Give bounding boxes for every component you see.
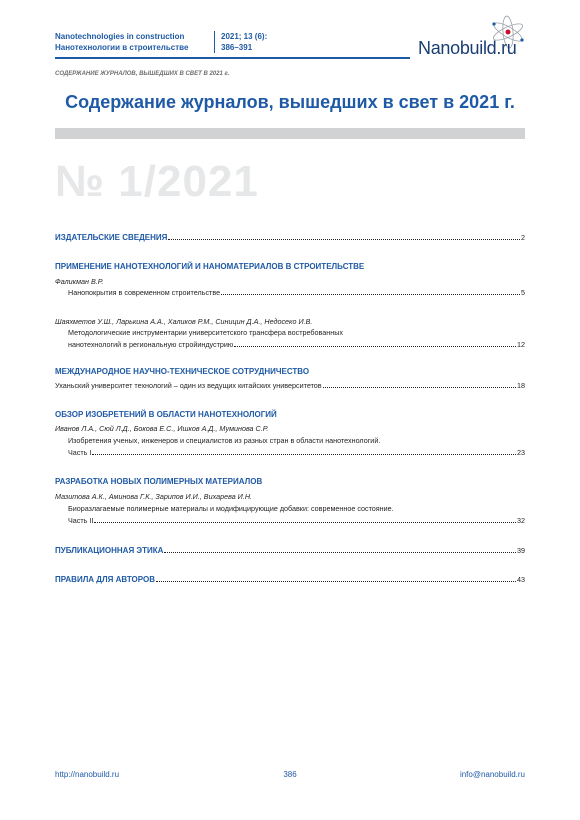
footer-page-number: 386 (283, 770, 297, 779)
toc-section-heading: ИЗДАТЕЛЬСКИЕ СВЕДЕНИЯ (55, 233, 168, 242)
toc-page-number: 5 (521, 288, 525, 297)
toc-page-number: 32 (517, 516, 525, 525)
issue-info (221, 31, 267, 53)
gray-band (55, 128, 525, 139)
toc-section-heading: ПРАВИЛА ДЛЯ АВТОРОВ (55, 575, 155, 584)
toc-section-heading: МЕЖДУНАРОДНОЕ НАУЧНО-ТЕХНИЧЕСКОЕ СОТРУДНИЧЕСТВО (55, 367, 310, 376)
toc-entry-article[interactable] (68, 288, 525, 298)
issue-number: № 1/2021 (55, 157, 259, 206)
toc-entry-article[interactable] (55, 381, 525, 391)
toc-page-number: 39 (517, 546, 525, 555)
toc-page-number: 23 (517, 448, 525, 457)
leader-dots (323, 386, 516, 388)
leader-dots (92, 453, 516, 455)
toc-page-number: 12 (517, 340, 525, 349)
journal-name-en: Nanotechnologies in construction (55, 32, 185, 41)
toc-article-title: Нанопокрытия в современном строительстве (68, 288, 221, 297)
toc-entry-publishing-info[interactable] (55, 233, 525, 243)
toc-article-title: Уханьский университет технологий – один из ведущих китайских университетов (55, 381, 322, 390)
toc-authors: Фаликман В.Р. (55, 277, 104, 286)
toc-entry-publication-ethics[interactable] (55, 546, 525, 556)
toc-article-title: Часть II (68, 516, 94, 525)
toc-entry-article[interactable] (68, 340, 525, 350)
toc-entry-author-guidelines[interactable] (55, 575, 525, 585)
toc-article-title: Биоразлагаемые полимерные материалы и модифицирующие добавки: современное состояние. (68, 504, 394, 513)
toc-authors: Шаяхметов У.Ш., Ларькина А.А., Халиков Р.М., Синицин Д.А., Недосеко И.В. (55, 317, 313, 326)
toc-article-title: нанотехнологий в региональную стройиндустрию (68, 340, 234, 349)
toc-article-title: Методологические инструментарии университетского трансфера востребованных (68, 328, 343, 337)
toc-section-heading: РАЗРАБОТКА НОВЫХ ПОЛИМЕРНЫХ МАТЕРИАЛОВ (55, 477, 263, 486)
toc-authors: Иванов Л.А., Сюй Л.Д., Бокова Е.С., Ишков А.Д., Муминова С.Р. (55, 424, 269, 433)
toc-article-title: Часть I (68, 448, 92, 457)
header-divider (214, 31, 215, 53)
toc-entry-article[interactable] (68, 448, 525, 458)
running-head: СОДЕРЖАНИЕ ЖУРНАЛОВ, ВЫШЕДШИХ В СВЕТ В 2021 г. (55, 71, 230, 77)
toc-section-heading: ПРИМЕНЕНИЕ НАНОТЕХНОЛОГИЙ И НАНОМАТЕРИАЛОВ В СТРОИТЕЛЬСТВЕ (55, 262, 365, 271)
toc-section-heading: ОБЗОР ИЗОБРЕТЕНИЙ В ОБЛАСТИ НАНОТЕХНОЛОГИЙ (55, 410, 277, 419)
toc-page-number: 2 (521, 233, 525, 242)
toc-article-title: Изобретения ученых, инженеров и специалистов из разных стран в области нанотехнологий. (68, 436, 381, 445)
toc-entry-article[interactable] (68, 516, 525, 526)
toc-authors: Мазитова А.К., Аминова Г.К., Зарипов И.И., Вихарева И.Н. (55, 492, 253, 501)
journal-name (55, 31, 188, 53)
footer-email-link[interactable]: info@nanobuild.ru (459, 770, 525, 779)
leader-dots (221, 293, 520, 295)
issue-volume: 2021; 13 (6): (221, 32, 268, 41)
leader-dots (94, 521, 516, 523)
leader-dots (234, 345, 516, 347)
footer-site-link[interactable]: http://nanobuild.ru (55, 770, 120, 779)
leader-dots (156, 580, 516, 582)
leader-dots (164, 551, 516, 553)
page-title: Содержание журналов, вышедших в свет в 2021 г. (65, 92, 515, 112)
toc-section-heading: ПУБЛИКАЦИОННАЯ ЭТИКА (55, 546, 164, 555)
issue-pages: 386–391 (221, 43, 253, 52)
header-rule (55, 57, 410, 59)
toc-page-number: 18 (517, 381, 525, 390)
toc-page-number: 43 (517, 575, 525, 584)
journal-name-ru: Нанотехнологии в строительстве (55, 43, 189, 52)
logo-text: Nanobuild.ru (418, 38, 517, 58)
leader-dots (168, 238, 520, 240)
